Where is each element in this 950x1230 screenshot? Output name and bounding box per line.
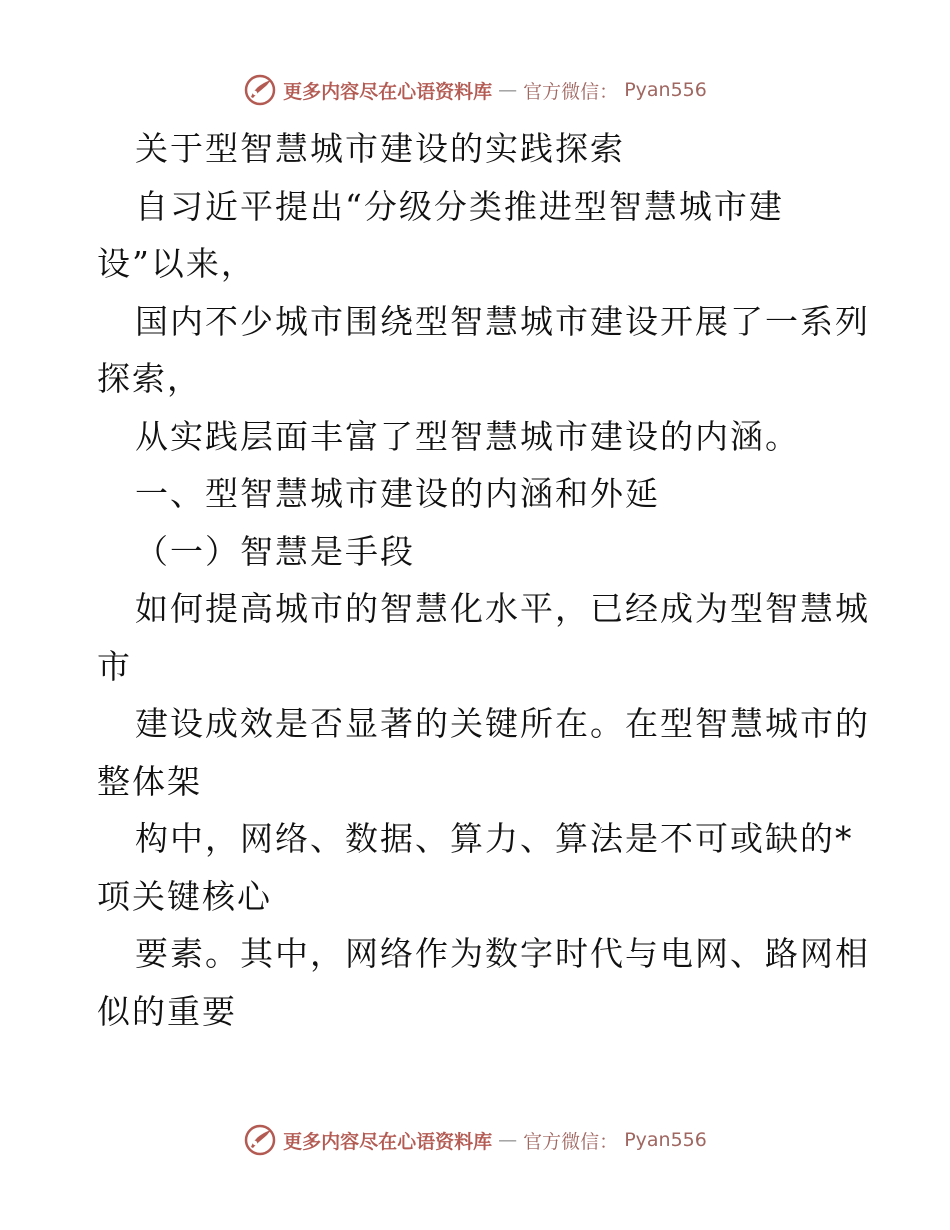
text-line: 市 (97, 646, 132, 686)
text-line: 项关键核心 (97, 876, 272, 916)
banner-label: 官方微信： (523, 1130, 619, 1153)
footer-watermark (0, 1120, 950, 1160)
banner-wechat-id: Pyan556 (624, 1129, 707, 1151)
text-line: 如何提高城市的智慧化水平，已经成为型智慧城 (135, 589, 870, 628)
text-line: 探索， (97, 359, 202, 398)
text-line: 构中，网络、数据、算力、算法是不可或缺的* (135, 819, 854, 858)
text-line: 自习近平提出“分级分类推进型智慧城市建 (135, 186, 784, 226)
header-watermark (0, 70, 950, 110)
pen-logo-icon (243, 73, 277, 107)
text-line: （一）智慧是手段 (135, 531, 415, 571)
banner-wechat-id: Pyan556 (624, 79, 707, 101)
text-line: 似的重要 (97, 991, 237, 1031)
text-line: 一、型智慧城市建设的内涵和外延 (135, 474, 660, 513)
banner-label: 官方微信： (523, 80, 619, 103)
banner-main-text: 更多内容尽在心语资料库 (283, 80, 493, 103)
text-line: 设”以来， (97, 244, 256, 283)
text-line: 关于型智慧城市建设的实践探索 (135, 129, 625, 168)
document-body (97, 120, 870, 1040)
banner-separator: — (498, 1129, 518, 1151)
text-line: 国内不少城市围绕型智慧城市建设开展了一系列 (135, 301, 870, 341)
text-line: 建设成效是否显著的关键所在。在型智慧城市的 (135, 704, 870, 743)
text-line: 要素。其中，网络作为数字时代与电网、路网相 (135, 934, 870, 973)
pen-logo-icon (243, 1123, 277, 1157)
banner-main-text: 更多内容尽在心语资料库 (283, 1130, 493, 1153)
banner-separator: — (498, 79, 518, 101)
text-line: 从实践层面丰富了型智慧城市建设的内涵。 (135, 416, 800, 456)
text-line: 整体架 (97, 761, 202, 801)
